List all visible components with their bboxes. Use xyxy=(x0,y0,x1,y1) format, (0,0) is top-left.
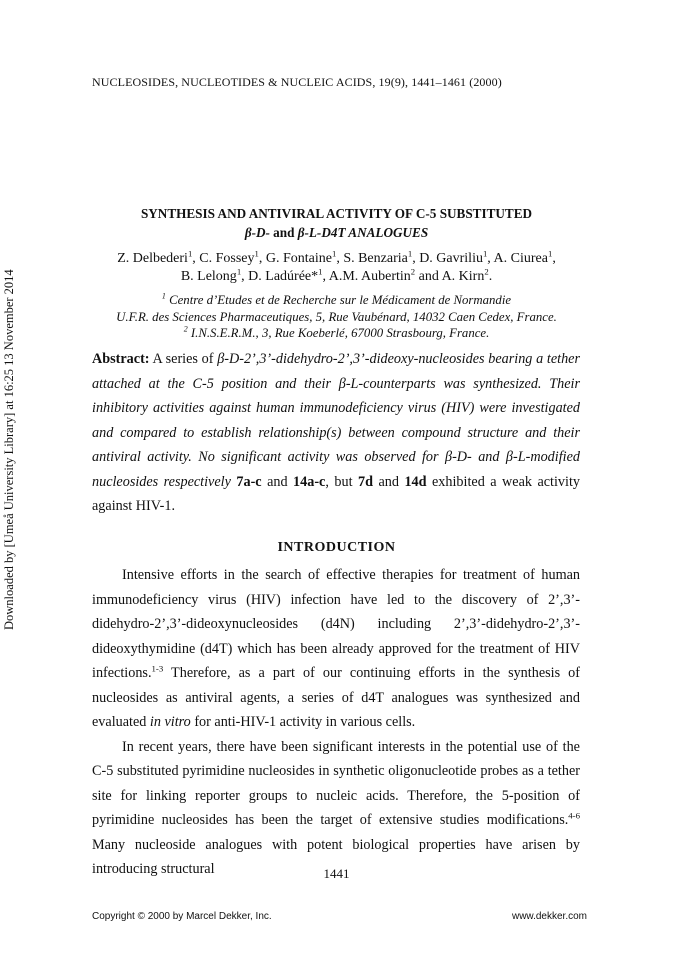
affiliation-1-address: U.F.R. des Sciences Pharmaceutiques, 5, Rue Vaubénard, 14032 Caen Cedex, France. xyxy=(116,309,557,324)
copyright-notice: Copyright © 2000 by Marcel Dekker, Inc. xyxy=(92,911,272,922)
title-line-2: β-D- and β-L-D4T ANALOGUES xyxy=(244,225,429,240)
abstract: Abstract: A series of β-D-2’,3’-didehydro-2’,3’-dideoxy-nucleosides bearing a tether attached at the C-5 position and their β-L-counterparts was synthesized. Their inhibitory activities against human immunodeficiency virus (HIV) were investigated and compared to establish relationship(s) between compound structure and their antiviral activity. No significant activity was observed for β-D- and β-L-modified nucleosides respectively 7a-c and 14a-c, but 7d and 14d exhibited a weak activity against HIV-1. xyxy=(92,351,580,514)
introduction-body xyxy=(92,563,580,882)
page-number: 1441 xyxy=(323,866,350,881)
paragraph: In recent years, there have been significant interests in the potential use of the C-5 substituted pyrimidine nucleosides in synthetic oligonucleotide probes as a tether site for linking reporter groups to nucleic acids. Therefore, the 5-position of pyrimidine nucleosides has been the target of extensive studies modifications.$^{4-6}$ Many nucleoside analogues with potent biological properties have arisen by introducing structural xyxy=(92,738,580,877)
download-watermark-text: Downloaded by [Umeå University Library] at 16:25 13 November 2014 xyxy=(2,269,16,630)
article-title xyxy=(0,204,673,242)
author-line-2: B. Lelong$^1$, D. Ladúrée*$^1$, A.M. Aubertin$^2$ and A. Kirn$^2$. xyxy=(180,266,493,284)
paragraph: Intensive efforts in the search of effective therapies for treatment of human immunodeficiency virus (HIV) infection have led to the discovery of 2’,3’-didehydro-2’,3’-dideoxynucleosides (d4N) including 2’,3’-didehydro-2’,3’-dideoxythymidine (d4T) which has been already approved for the treatment of HIV infections.$^{1-3}$ Therefore, as a part of our continuing efforts in the synthesis of nucleosides as antiviral agents, a series of d4T analogues was synthesized and evaluated in vitro for anti-HIV-1 activity in various cells. xyxy=(92,567,580,730)
abstract-label: Abstract: xyxy=(92,351,150,367)
title-line-1: SYNTHESIS AND ANTIVIRAL ACTIVITY OF C-5 SUBSTITUTED xyxy=(140,206,533,221)
journal-header: NUCLEOSIDES, NUCLEOTIDES & NUCLEIC ACIDS, 19(9), 1441–1461 (2000) xyxy=(92,75,502,89)
affiliation-2: $^2$ I.N.S.E.R.M., 3, Rue Koeberlé, 67000 Strasbourg, France. xyxy=(183,324,490,340)
publisher-website-link[interactable]: www.dekker.com xyxy=(511,911,587,922)
section-heading-introduction: INTRODUCTION xyxy=(277,540,396,555)
download-watermark xyxy=(0,269,20,630)
affiliations xyxy=(0,292,673,342)
author-list xyxy=(0,250,673,286)
author-line-1: Z. Delbederi$^1$, C. Fossey$^1$, G. Fontaine$^1$, S. Benzaria$^1$, D. Gavriliu$^1$, A. Ciurea$^1$, xyxy=(117,248,556,266)
affiliation-1: $^1$ Centre d’Etudes et de Recherche sur le Médicament de Normandie xyxy=(161,291,512,307)
